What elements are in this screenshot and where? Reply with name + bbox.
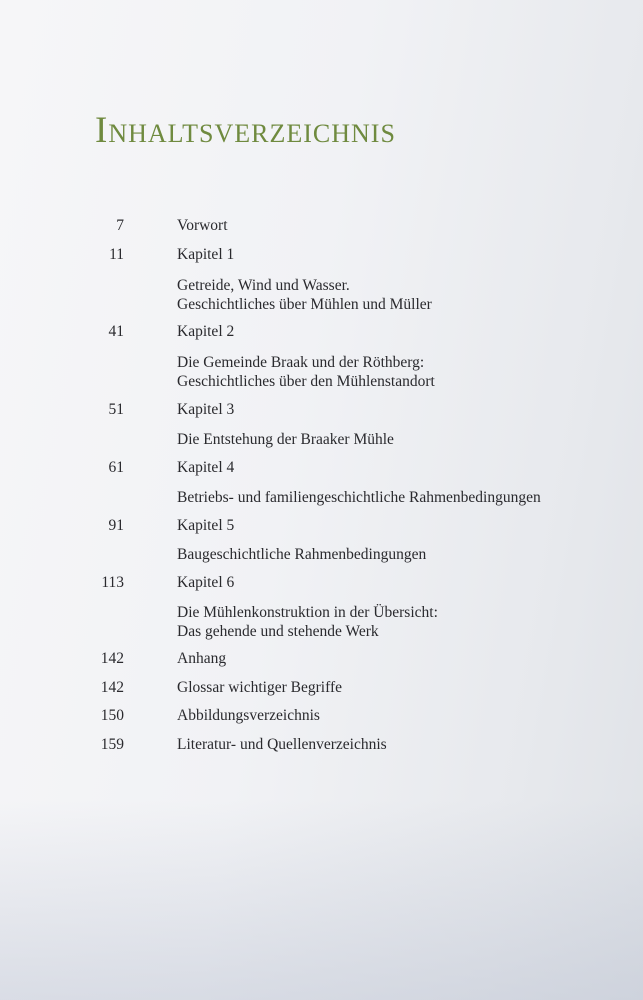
toc-entry-text: Kapitel 1 [177,246,235,263]
toc-entry-text: Kapitel 4 [177,459,235,476]
toc-entry-text: Vorwort [177,217,228,234]
toc-page-number: 150 [100,707,124,724]
toc-entry-text: Betriebs- und familiengeschichtliche Rahmenbedingungen [177,489,541,506]
toc-entry-text [177,353,435,391]
toc-entry-text: Baugeschichtliche Rahmenbedingungen [177,546,427,563]
toc-entry-line: Geschichtliches über Mühlen und Müller [177,296,432,313]
toc-page-number: 113 [101,574,124,591]
toc-entry-text: Literatur- und Quellenverzeichnis [177,736,387,753]
toc-entry-line: Das gehende und stehende Werk [177,623,379,640]
toc-entry-line: Getreide, Wind und Wasser. [177,277,350,294]
toc-page-number: 11 [109,246,124,263]
toc-entry-text: Kapitel 2 [177,323,235,340]
toc-entry-text: Kapitel 5 [177,517,235,534]
toc-entry-text: Glossar wichtiger Begriffe [177,679,342,696]
toc-page-number: 142 [100,650,124,667]
toc-entry-text: Abbildungsverzeichnis [177,707,320,724]
toc-page-number: 41 [108,323,124,340]
toc-entry-text: Die Entstehung der Braaker Mühle [177,431,394,448]
toc-page-number: 142 [100,679,124,696]
toc-page-number: 61 [108,459,124,476]
toc-page-number: 159 [100,736,124,753]
toc-entry-line: Die Gemeinde Braak und der Röthberg: [177,354,425,371]
toc-entry-text: Kapitel 6 [177,574,235,591]
toc-entry-text [177,603,438,641]
toc-entry-line: Die Mühlenkonstruktion in der Übersicht: [177,604,438,621]
toc-page-number: 91 [108,517,124,534]
toc-entry-line: Geschichtliches über den Mühlenstandort [177,373,435,390]
toc-entry-text: Kapitel 3 [177,401,235,418]
page-title: Inhaltsverzeichnis [95,110,396,151]
toc-entry-text [177,276,432,314]
toc-entry-text: Anhang [177,650,227,667]
toc-page-number: 51 [108,401,124,418]
toc-page-number: 7 [116,217,124,234]
